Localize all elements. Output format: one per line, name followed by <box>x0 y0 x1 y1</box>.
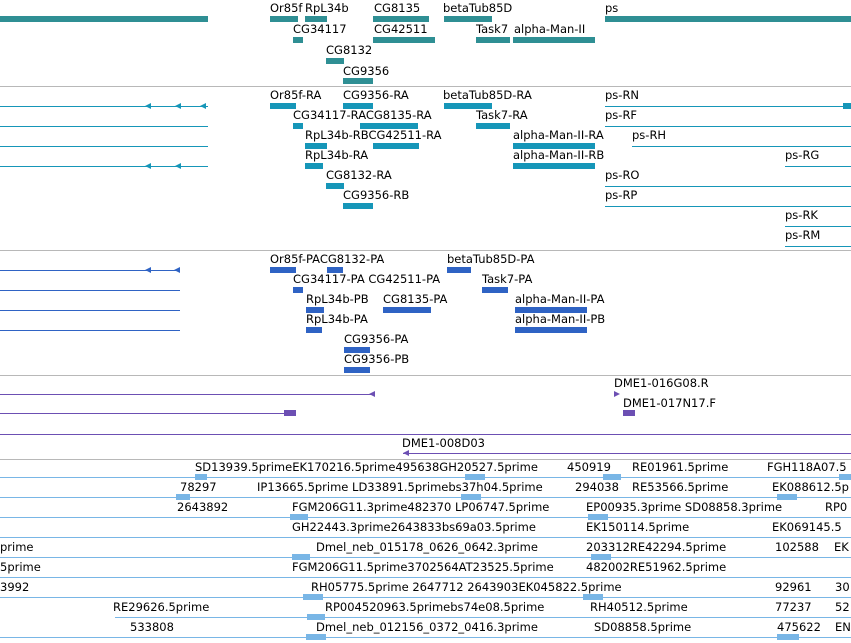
est-label-sd08858-5[interactable]: SD08858.5prime <box>594 620 692 634</box>
protein-label-or85f-pa-cg8132-pa[interactable]: Or85f-PACG8132-PA <box>270 252 385 266</box>
transcript-line[interactable] <box>785 226 851 227</box>
protein-label-cg9356-pa[interactable]: CG9356-PA <box>344 332 409 346</box>
est-label-rp0[interactable]: RP0 <box>825 500 848 514</box>
strand-arrow-left-icon <box>403 450 409 456</box>
transcript-label-ps-rh[interactable]: ps-RH <box>632 128 667 142</box>
strand-arrow-right-icon <box>614 391 620 397</box>
protein-label-rpl34b-pa[interactable]: RpL34b-PA <box>306 312 368 326</box>
est-label-row2-a[interactable]: IP13665.5prime LD33891.5primebs37h04.5prime <box>257 480 543 494</box>
est-label-30[interactable]: 30 <box>835 580 850 594</box>
est-label-fgh118a07[interactable]: FGH118A07.5 <box>767 460 847 474</box>
transcript-label-task7-ra[interactable]: Task7-RA <box>476 108 528 122</box>
protein-label-cg8135-pa[interactable]: CG8135-PA <box>383 292 448 306</box>
protein-exon[interactable] <box>447 267 471 273</box>
est-label-fgm206g11-5[interactable]: FGM206G11.5prime3702564AT23525.5prime <box>292 560 554 574</box>
transcript-exon[interactable] <box>513 163 595 169</box>
est-label-294038[interactable]: 294038 <box>575 480 619 494</box>
transcript-line[interactable] <box>605 186 851 187</box>
protein-exon[interactable] <box>306 327 322 333</box>
transcript-label-rpl34b-ra[interactable]: RpL34b-RA <box>305 148 369 162</box>
clone-line[interactable] <box>0 394 375 395</box>
transcript-label-ps-ro[interactable]: ps-RO <box>605 168 640 182</box>
protein-exon[interactable] <box>293 287 303 293</box>
protein-exon[interactable] <box>383 307 431 313</box>
transcript-exon[interactable] <box>343 203 373 209</box>
gene-label-cg8135[interactable]: CG8135 <box>374 1 421 15</box>
gene-label-rpl34b[interactable]: RpL34b <box>305 1 349 15</box>
est-label-rh05775[interactable]: RH05775.5prime 2647712 2643903EK045822.5prime <box>311 580 622 594</box>
transcript-label-ps-rp[interactable]: ps-RP <box>605 188 638 202</box>
transcript-label-ps-rf[interactable]: ps-RF <box>605 108 638 122</box>
transcript-label-ps-rk[interactable]: ps-RK <box>785 208 818 222</box>
gene-label-cg34117[interactable]: CG34117 <box>293 22 347 36</box>
transcript-line[interactable] <box>0 146 208 147</box>
gene-bar[interactable] <box>373 37 435 43</box>
est-label-2643892[interactable]: 2643892 <box>177 500 229 514</box>
est-label-row1-a[interactable]: SD13939.5primeEK170216.5prime495638GH20527.5prime <box>195 460 538 474</box>
track-separator <box>0 375 851 376</box>
est-label-ek150114[interactable]: EK150114.5prime <box>586 520 690 534</box>
protein-label-task7-pa[interactable]: Task7-PA <box>482 272 533 286</box>
gene-label-task7[interactable]: Task7 <box>476 22 509 36</box>
transcript-label-cg9356-rb[interactable]: CG9356-RB <box>343 188 410 202</box>
transcript-label-ps-rn[interactable]: ps-RN <box>605 88 640 102</box>
est-label-fgm206g11-3[interactable]: FGM206G11.3prime482370 LP06747.5prime <box>292 500 550 514</box>
est-line[interactable] <box>0 577 851 578</box>
gene-bar[interactable] <box>326 58 344 64</box>
est-label-ep00935[interactable]: EP00935.3prime SD08858.3prime <box>586 500 783 514</box>
est-label-5prime[interactable]: 5prime <box>0 560 41 574</box>
gene-label-or85f[interactable]: Or85f <box>270 1 303 15</box>
strand-arrow-left-icon <box>175 163 181 169</box>
est-line[interactable] <box>0 517 851 518</box>
transcript-exon[interactable] <box>326 183 344 189</box>
clone-label-dme1-016g08-r[interactable]: DME1-016G08.R <box>614 376 709 390</box>
strand-arrow-left-icon <box>369 391 375 397</box>
protein-label-alpha-man-ii-pa[interactable]: alpha-Man-II-PA <box>515 292 605 306</box>
protein-line[interactable] <box>0 310 180 311</box>
est-label-102588[interactable]: 102588 <box>775 540 819 554</box>
protein-exon[interactable] <box>482 287 508 293</box>
protein-label-cg9356-pb[interactable]: CG9356-PB <box>344 352 410 366</box>
protein-label-alpha-man-ii-pb[interactable]: alpha-Man-II-PB <box>515 312 606 326</box>
transcript-label-cg34117-ra-cg8135-ra[interactable]: CG34117-RACG8135-RA <box>293 108 432 122</box>
est-label-re53566[interactable]: RE53566.5prime <box>632 480 729 494</box>
transcript-label-cg9356-ra[interactable]: CG9356-RA <box>343 88 409 102</box>
est-label-gh22443[interactable]: GH22443.3prime2643833bs69a03.5prime <box>292 520 536 534</box>
est-line[interactable] <box>0 597 851 598</box>
est-line[interactable] <box>205 477 851 478</box>
track-separator <box>0 86 851 87</box>
protein-line[interactable] <box>0 270 180 271</box>
protein-label-rpl34b-pb[interactable]: RpL34b-PB <box>306 292 369 306</box>
est-label-dmel-neb-012156[interactable]: Dmel_neb_012156_0372_0416.3prime <box>316 620 538 634</box>
est-label-re01961[interactable]: RE01961.5prime <box>632 460 729 474</box>
gene-label-cg42511[interactable]: CG42511 <box>374 22 428 36</box>
protein-exon[interactable] <box>344 367 370 373</box>
gene-bar[interactable] <box>0 16 208 22</box>
transcript-label-rpl34b-rb-cg42511-ra[interactable]: RpL34b-RBCG42511-RA <box>305 128 442 142</box>
gene-bar[interactable] <box>476 37 510 43</box>
est-label-52[interactable]: 52 <box>835 600 850 614</box>
gene-label-cg9356[interactable]: CG9356 <box>343 64 390 78</box>
est-block[interactable] <box>303 594 323 600</box>
clone-block[interactable] <box>284 410 296 416</box>
gene-label-alpha-man-ii[interactable]: alpha-Man-II <box>514 22 586 36</box>
protein-label-cg34117-pa-cg42511-pa[interactable]: CG34117-PA CG42511-PA <box>293 272 441 286</box>
transcript-exon[interactable] <box>476 123 510 129</box>
clone-line[interactable] <box>403 453 851 454</box>
est-label-475622[interactable]: 475622 <box>777 620 821 634</box>
transcript-label-ps-rg[interactable]: ps-RG <box>785 148 820 162</box>
est-label-prime[interactable]: prime <box>0 540 34 554</box>
strand-arrow-left-icon <box>200 103 206 109</box>
clone-block[interactable] <box>623 410 635 416</box>
gene-bar[interactable] <box>605 16 851 22</box>
transcript-label-alpha-man-ii-rb[interactable]: alpha-Man-II-RB <box>513 148 605 162</box>
strand-arrow-left-icon <box>175 103 181 109</box>
est-label-ek088612[interactable]: EK088612.5p <box>772 480 849 494</box>
protein-line[interactable] <box>0 330 180 331</box>
est-line[interactable] <box>0 497 851 498</box>
est-label-3992[interactable]: 3992 <box>0 580 30 594</box>
est-line[interactable] <box>0 637 851 638</box>
est-label-482002[interactable]: 482002RE51962.5prime <box>586 560 727 574</box>
est-label-rp004520963[interactable]: RP004520963.5primebs74e08.5prime <box>325 600 545 614</box>
gene-label-betatub85d[interactable]: betaTub85D <box>443 1 513 15</box>
strand-arrow-left-icon <box>145 267 151 273</box>
transcript-line[interactable] <box>785 246 851 247</box>
est-line[interactable] <box>0 557 851 558</box>
track-separator <box>0 250 851 251</box>
transcript-label-alpha-man-ii-ra[interactable]: alpha-Man-II-RA <box>513 128 604 142</box>
clone-line[interactable] <box>0 434 851 435</box>
strand-arrow-left-icon <box>145 163 151 169</box>
est-label-rh40512[interactable]: RH40512.5prime <box>590 600 688 614</box>
transcript-label-or85f-ra[interactable]: Or85f-RA <box>270 88 322 102</box>
est-label-dmel-neb-015178[interactable]: Dmel_neb_015178_0626_0642.3prime <box>316 540 538 554</box>
est-label-533808[interactable]: 533808 <box>130 620 174 634</box>
transcript-line[interactable] <box>632 146 851 147</box>
strand-arrow-left-icon <box>174 267 180 273</box>
protein-exon[interactable] <box>515 327 587 333</box>
transcript-label-cg8132-ra[interactable]: CG8132-RA <box>326 168 392 182</box>
est-block[interactable] <box>306 634 326 640</box>
est-label-en[interactable]: EN <box>835 620 851 634</box>
est-label-450919[interactable]: 450919 <box>567 460 611 474</box>
gene-label-ps[interactable]: ps <box>605 1 619 15</box>
transcript-exon[interactable] <box>305 163 323 169</box>
strand-arrow-left-icon <box>145 103 151 109</box>
est-label-re29626[interactable]: RE29626.5prime <box>113 600 210 614</box>
clone-line[interactable] <box>0 413 292 414</box>
transcript-exon[interactable] <box>293 123 303 129</box>
est-label-203312[interactable]: 203312RE42294.5prime <box>586 540 727 554</box>
est-label-77237[interactable]: 77237 <box>775 600 812 614</box>
est-block[interactable] <box>777 634 799 640</box>
est-label-ek[interactable]: EK <box>834 540 849 554</box>
est-label-92961[interactable]: 92961 <box>775 580 812 594</box>
est-line[interactable] <box>0 477 205 478</box>
transcript-line[interactable] <box>605 106 851 107</box>
est-line[interactable] <box>115 617 851 618</box>
protein-line[interactable] <box>0 290 180 291</box>
clone-label-dme1-008d03[interactable]: DME1-008D03 <box>402 436 485 450</box>
transcript-label-betatub85d-ra[interactable]: betaTub85D-RA <box>443 88 532 102</box>
gene-bar[interactable] <box>293 37 303 43</box>
transcript-exon[interactable] <box>843 103 851 109</box>
gene-label-cg8132[interactable]: CG8132 <box>326 43 373 57</box>
transcript-label-ps-rm[interactable]: ps-RM <box>785 228 821 242</box>
transcript-line[interactable] <box>605 206 851 207</box>
transcript-line[interactable] <box>785 166 851 167</box>
est-label-78297[interactable]: 78297 <box>180 480 217 494</box>
gene-bar[interactable] <box>513 37 595 43</box>
transcript-exon[interactable] <box>373 143 419 149</box>
transcript-line[interactable] <box>0 126 208 127</box>
est-label-ek069145[interactable]: EK069145.5 <box>772 520 842 534</box>
protein-label-betatub85d-pa[interactable]: betaTub85D-PA <box>447 252 535 266</box>
est-line[interactable] <box>0 537 851 538</box>
clone-label-dme1-017n17-f[interactable]: DME1-017N17.F <box>623 396 716 410</box>
transcript-line[interactable] <box>605 126 851 127</box>
gene-bar[interactable] <box>343 78 373 84</box>
